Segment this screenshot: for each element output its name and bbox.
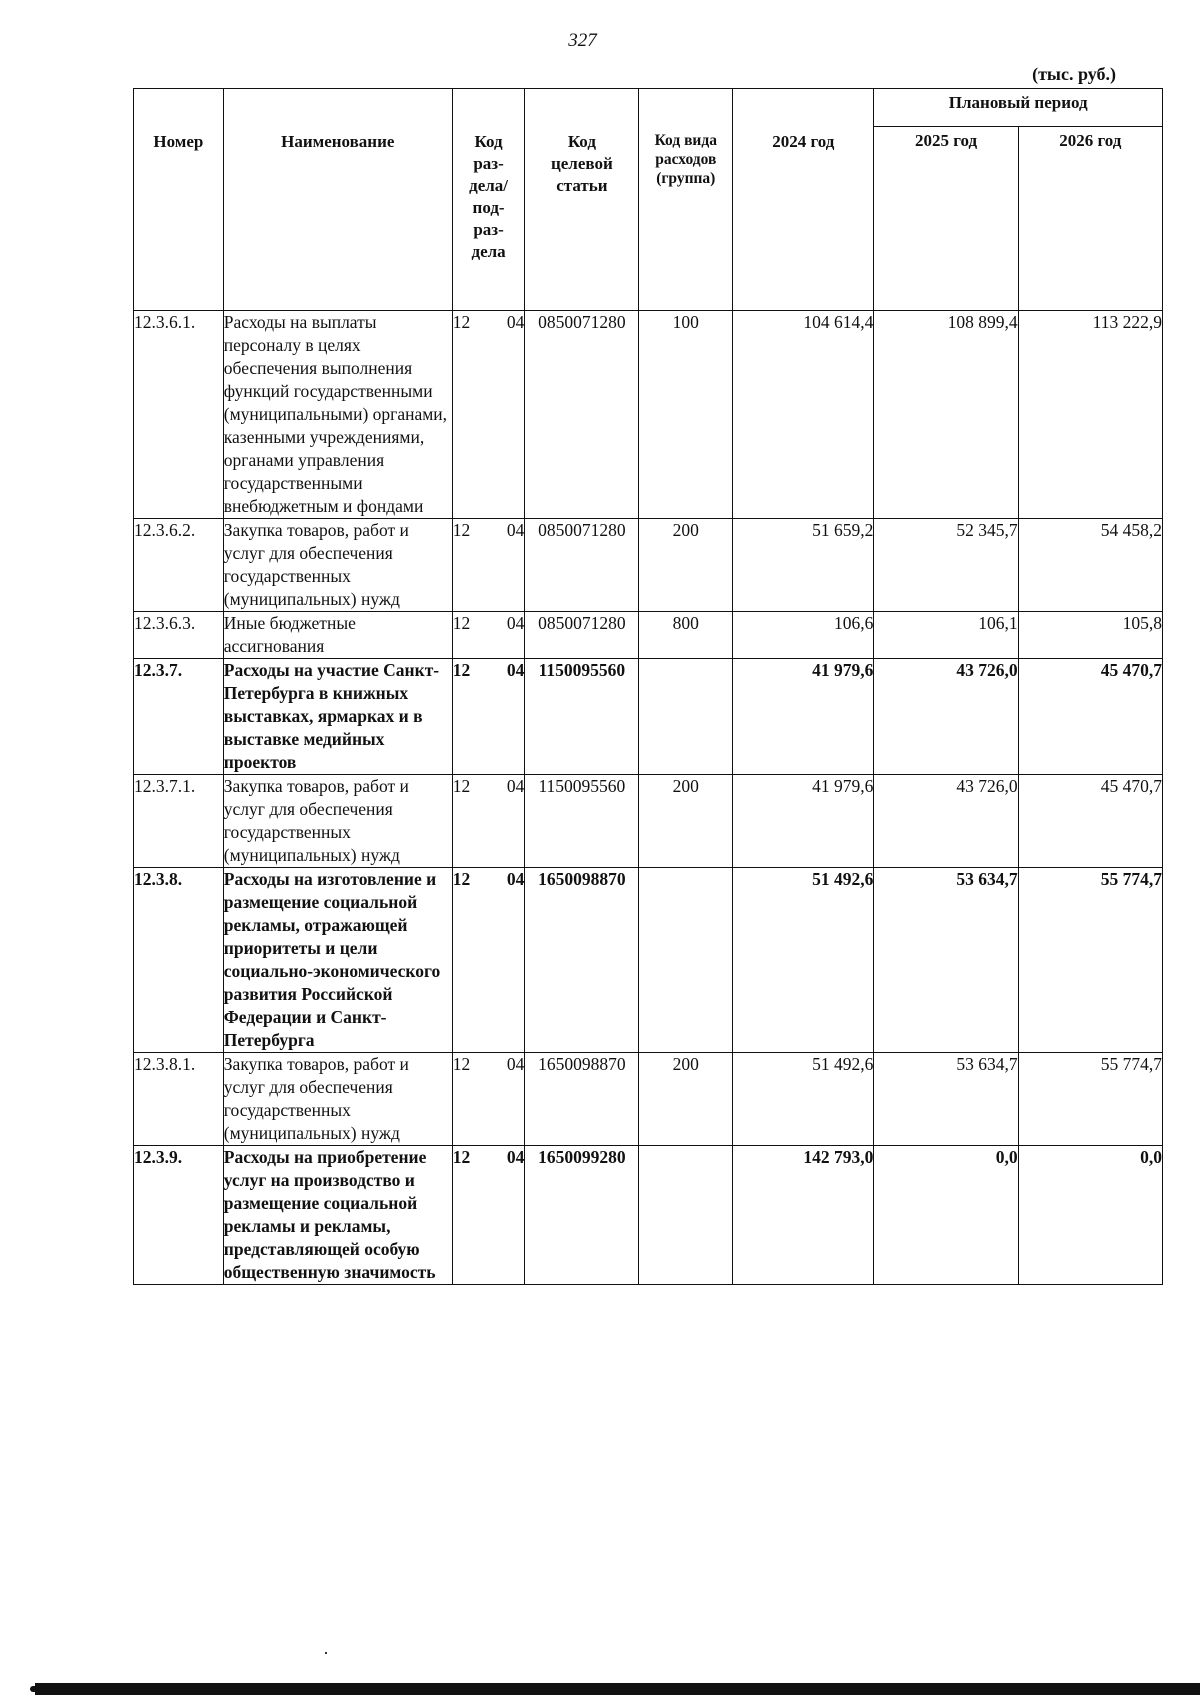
header-2025: 2025 год (874, 127, 1018, 311)
table-row (134, 519, 1163, 612)
row-amount-2024: 51 492,6 (733, 868, 874, 1053)
page-number: 327 (568, 30, 597, 51)
row-amount-2025: 52 345,7 (874, 519, 1018, 612)
table-body (134, 311, 1163, 1285)
row-amount-2024: 106,6 (733, 612, 874, 659)
header-number: Номер (134, 89, 224, 311)
header-row (134, 89, 1163, 127)
row-number: 12.3.8.1. (134, 1053, 224, 1146)
row-expense-type (639, 1146, 733, 1285)
table-row (134, 311, 1163, 519)
row-amount-2026: 55 774,7 (1018, 1053, 1162, 1146)
row-amount-2026: 45 470,7 (1018, 775, 1162, 868)
row-target-code: 1150095560 (525, 659, 639, 775)
row-expense-type: 200 (639, 519, 733, 612)
scan-bottom-edge (35, 1683, 1200, 1695)
row-section-code: 12 (452, 311, 489, 519)
row-amount-2026: 0,0 (1018, 1146, 1162, 1285)
row-expense-type: 800 (639, 612, 733, 659)
row-target-code: 1650098870 (525, 1053, 639, 1146)
row-expense-type: 100 (639, 311, 733, 519)
row-name: Расходы на приобретение услуг на производство и размещение социальной рекламы и рекламы, представляющей особую общественную значимость (223, 1146, 452, 1285)
row-amount-2024: 51 659,2 (733, 519, 874, 612)
header-expense-type-text: Код вида расходов (группа) (654, 132, 717, 187)
header-section-code (452, 89, 525, 311)
row-target-code: 1150095560 (525, 775, 639, 868)
row-amount-2026: 54 458,2 (1018, 519, 1162, 612)
row-expense-type (639, 659, 733, 775)
row-amount-2025: 0,0 (874, 1146, 1018, 1285)
row-target-code: 1650098870 (525, 868, 639, 1053)
row-amount-2025: 53 634,7 (874, 868, 1018, 1053)
row-subsection-code: 04 (490, 1146, 525, 1285)
header-target-code-text: Код целевой статьи (550, 132, 613, 195)
header-2026: 2026 год (1018, 127, 1162, 311)
row-section-code: 12 (452, 1146, 489, 1285)
row-amount-2025: 108 899,4 (874, 311, 1018, 519)
row-name: Закупка товаров, работ и услуг для обеспечения государственных (муниципальных) нужд (223, 519, 452, 612)
row-name: Иные бюджетные ассигнования (223, 612, 452, 659)
row-amount-2024: 104 614,4 (733, 311, 874, 519)
row-amount-2024: 41 979,6 (733, 659, 874, 775)
row-amount-2025: 43 726,0 (874, 659, 1018, 775)
table-row (134, 868, 1163, 1053)
row-name: Закупка товаров, работ и услуг для обеспечения государственных (муниципальных) нужд (223, 775, 452, 868)
row-name: Расходы на изготовление и размещение социальной рекламы, отражающей приоритеты и цели социально-экономического развития Российской Федерации и Санкт-Петербурга (223, 868, 452, 1053)
header-target-code (525, 89, 639, 311)
row-number: 12.3.9. (134, 1146, 224, 1285)
header-planning-period: Плановый период (874, 89, 1163, 127)
row-section-code: 12 (452, 868, 489, 1053)
header-section-code-text: Код раз-дела/ под-раз-дела (469, 132, 509, 261)
row-number: 12.3.8. (134, 868, 224, 1053)
row-expense-type: 200 (639, 775, 733, 868)
row-amount-2025: 43 726,0 (874, 775, 1018, 868)
row-number: 12.3.6.1. (134, 311, 224, 519)
row-target-code: 0850071280 (525, 519, 639, 612)
row-section-code: 12 (452, 1053, 489, 1146)
row-subsection-code: 04 (490, 1053, 525, 1146)
row-section-code: 12 (452, 659, 489, 775)
row-amount-2026: 55 774,7 (1018, 868, 1162, 1053)
row-subsection-code: 04 (490, 659, 525, 775)
row-subsection-code: 04 (490, 868, 525, 1053)
row-amount-2026: 113 222,9 (1018, 311, 1162, 519)
header-2024: 2024 год (733, 89, 874, 311)
row-section-code: 12 (452, 612, 489, 659)
budget-table (133, 88, 1163, 1285)
table-row (134, 612, 1163, 659)
units-label: (тыс. руб.) (1032, 64, 1116, 84)
table-row (134, 1053, 1163, 1146)
row-target-code: 1650099280 (525, 1146, 639, 1285)
row-amount-2026: 105,8 (1018, 612, 1162, 659)
header-name: Наименование (223, 89, 452, 311)
row-expense-type (639, 868, 733, 1053)
row-subsection-code: 04 (490, 612, 525, 659)
header-expense-type (639, 89, 733, 311)
row-expense-type: 200 (639, 1053, 733, 1146)
row-subsection-code: 04 (490, 311, 525, 519)
row-number: 12.3.6.3. (134, 612, 224, 659)
row-subsection-code: 04 (490, 519, 525, 612)
row-section-code: 12 (452, 775, 489, 868)
row-subsection-code: 04 (490, 775, 525, 868)
row-name: Закупка товаров, работ и услуг для обеспечения государственных (муниципальных) нужд (223, 1053, 452, 1146)
row-amount-2024: 51 492,6 (733, 1053, 874, 1146)
row-amount-2024: 142 793,0 (733, 1146, 874, 1285)
row-section-code: 12 (452, 519, 489, 612)
row-number: 12.3.7.1. (134, 775, 224, 868)
scan-speck (325, 1652, 327, 1654)
row-amount-2025: 53 634,7 (874, 1053, 1018, 1146)
row-number: 12.3.7. (134, 659, 224, 775)
row-target-code: 0850071280 (525, 311, 639, 519)
row-amount-2025: 106,1 (874, 612, 1018, 659)
row-number: 12.3.6.2. (134, 519, 224, 612)
table-row (134, 1146, 1163, 1285)
row-name: Расходы на выплаты персоналу в целях обеспечения выполнения функций государственными (муниципальными) органами, казенными учреждениями, органами управления государственными внебюджетным и фондами (223, 311, 452, 519)
row-name: Расходы на участие Санкт-Петербурга в книжных выставках, ярмарках и в выставке медийных проектов (223, 659, 452, 775)
row-amount-2026: 45 470,7 (1018, 659, 1162, 775)
row-amount-2024: 41 979,6 (733, 775, 874, 868)
row-target-code: 0850071280 (525, 612, 639, 659)
table-row (134, 775, 1163, 868)
table-row (134, 659, 1163, 775)
